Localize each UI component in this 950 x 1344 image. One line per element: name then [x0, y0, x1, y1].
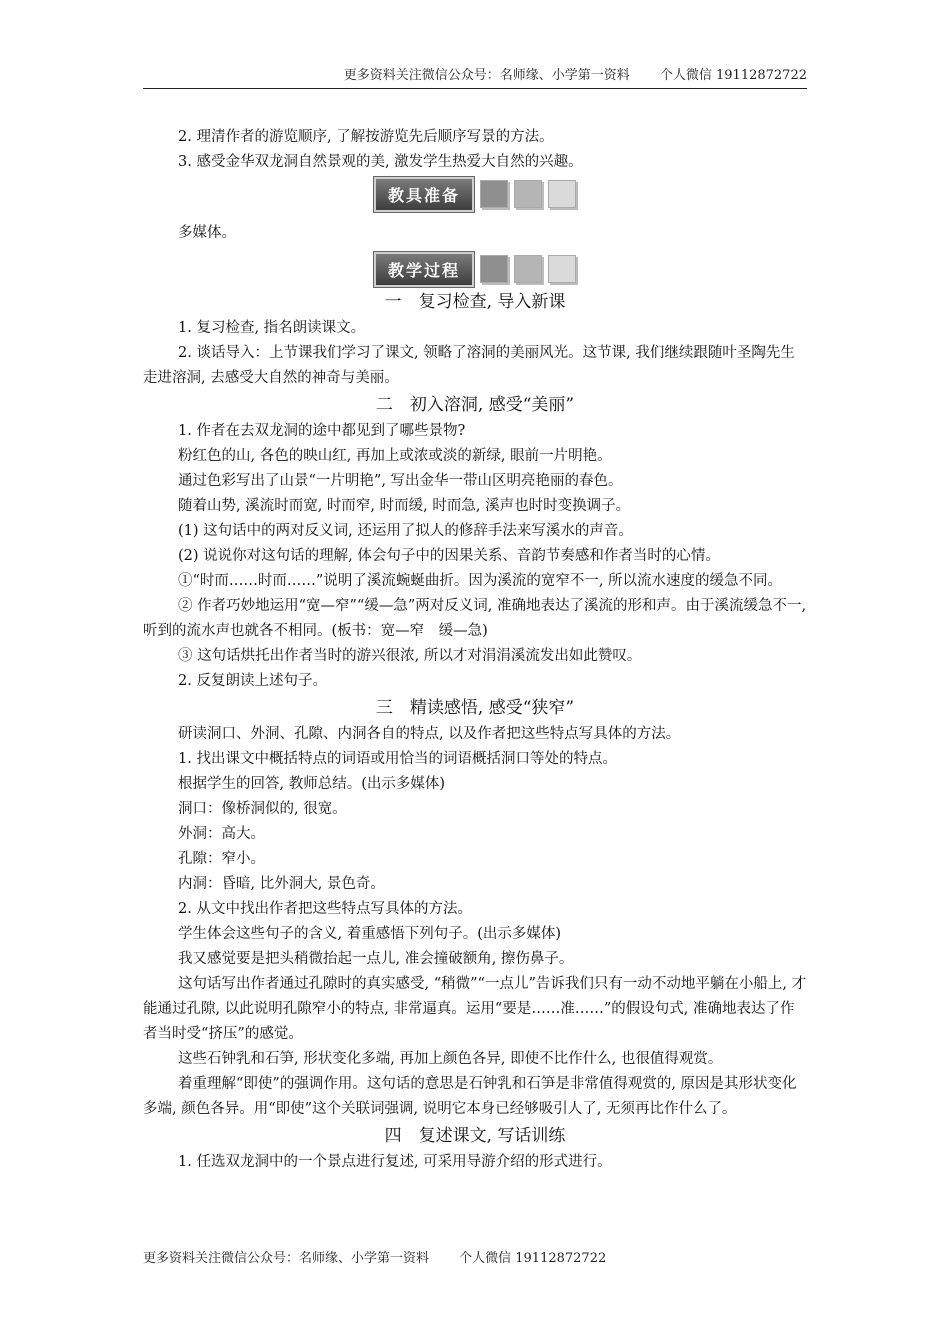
paragraph: 1. 作者在去双龙洞的途中都见到了哪些景物? [178, 423, 466, 439]
paragraph: 这些石钟乳和石笋, 形状变化多端, 再加上颜色各异, 即使不比作什么, 也很值得观赏。 [178, 1051, 723, 1067]
paragraph: ①“时而……时而……”说明了溪流蜿蜒曲折。因为溪流的宽窄不一, 所以流水速度的缓急不同。 [178, 573, 783, 589]
banner-tools-label: 教具准备 [374, 177, 474, 212]
paragraph: 粉红色的山, 各色的映山红, 再加上或浓或淡的新绿, 眼前一片明艳。 [178, 448, 612, 464]
banner-square-mid [514, 255, 542, 283]
lesson-content [143, 125, 807, 1175]
paragraph: ③ 这句话烘托出作者当时的游兴很浓, 所以才对涓涓溪流发出如此赞叹。 [178, 648, 642, 664]
paragraph: (2) 说说你对这句话的理解, 体会句子中的因果关系、音韵节奏感和作者当时的心情。 [178, 548, 720, 564]
paragraph: 1. 复习检查, 指名朗读课文。 [178, 320, 366, 336]
paragraph: 孔隙：窄小。 [178, 851, 265, 867]
objective-3: 3. 感受金华双龙洞自然景观的美, 激发学生热爱大自然的兴趣。 [178, 154, 583, 170]
banner-square-light [548, 180, 576, 208]
paragraph: 2. 谈话导入：上节课我们学习了课文, 领略了溶洞的美丽风光。这节课, 我们继续跟随叶圣陶先生走进溶洞, 去感受大自然的神奇与美丽。 [143, 345, 795, 386]
banner-process [143, 250, 807, 288]
paragraph: 1. 找出课文中概括特点的词语或用恰当的词语概括洞口等处的特点。 [178, 751, 617, 767]
paragraph: 2. 反复朗读上述句子。 [178, 673, 327, 689]
section-4-heading: 四 复述课文, 写话训练 [384, 1126, 566, 1146]
paragraph: 研读洞口、外洞、孔隙、内洞各自的特点, 以及作者把这些特点写具体的方法。 [178, 726, 681, 742]
paragraph: 2. 从文中找出作者把这些特点写具体的方法。 [178, 901, 472, 917]
paragraph: 随着山势, 溪流时而宽, 时而窄, 时而缓, 时而急, 溪声也时时变换调子。 [178, 498, 631, 514]
page-header: 更多资料关注微信公众号：名师缘、小学第一资料 个人微信 19112872722 [143, 64, 807, 89]
paragraph: ② 作者巧妙地运用“宽—窄”“缓—急”两对反义词, 准确地表达了溪流的形和声。由于溪流缓急不一, 听到的流水声也就各不相同。(板书：宽—窄 缓—急) [143, 598, 807, 639]
objective-2: 2. 理清作者的游览顺序, 了解按游览先后顺序写景的方法。 [178, 129, 554, 145]
section-3-heading: 三 精读感悟, 感受“狭窄” [375, 698, 575, 718]
paragraph: 外洞：高大。 [178, 826, 265, 842]
paragraph: 着重理解“即使”的强调作用。这句话的意思是石钟乳和石笋是非常值得观赏的, 原因是其形状变化多端, 颜色各异。用“即使”这个关联词强调, 说明它本身已经够吸引人了, 无须再比作什么了。 [143, 1076, 797, 1117]
banner-square-dark [480, 255, 508, 283]
paragraph: 1. 任选双龙洞中的一个景点进行复述, 可采用导游介绍的形式进行。 [178, 1154, 612, 1170]
paragraph: (1) 这句话中的两对反义词, 还运用了拟人的修辞手法来写溪水的声音。 [178, 523, 633, 539]
banner-process-label: 教学过程 [374, 252, 474, 287]
tools-text: 多媒体。 [178, 225, 236, 241]
paragraph: 内洞：昏暗, 比外洞大, 景色奇。 [178, 876, 385, 892]
paragraph: 根据学生的回答, 教师总结。(出示多媒体) [178, 776, 446, 792]
section-2-heading: 二 初入溶洞, 感受“美丽” [375, 395, 575, 415]
banner-square-mid [514, 180, 542, 208]
paragraph: 通过色彩写出了山景“一片明艳”, 写出金华一带山区明亮艳丽的春色。 [178, 473, 623, 489]
banner-square-dark [480, 180, 508, 208]
section-1-heading: 一 复习检查, 导入新课 [384, 292, 566, 312]
banner-tools [143, 175, 807, 213]
paragraph: 学生体会这些句子的含义, 着重感悟下列句子。(出示多媒体) [178, 926, 562, 942]
page-footer: 更多资料关注微信公众号：名师缘、小学第一资料 个人微信 19112872722 [143, 1251, 607, 1266]
paragraph: 洞口：像桥洞似的, 很宽。 [178, 801, 347, 817]
banner-square-light [548, 255, 576, 283]
paragraph: 我又感觉要是把头稍微抬起一点儿, 准会撞破额角, 擦伤鼻子。 [178, 951, 574, 967]
paragraph: 这句话写出作者通过孔隙时的真实感受, “稍微”“一点儿”告诉我们只有一动不动地平躺在小船上, 才能通过孔隙, 以此说明孔隙窄小的特点, 非常逼真。运用“要是……准……”的假设句式, 准确地表达了作者当时受“挤压”的感觉。 [143, 976, 807, 1042]
